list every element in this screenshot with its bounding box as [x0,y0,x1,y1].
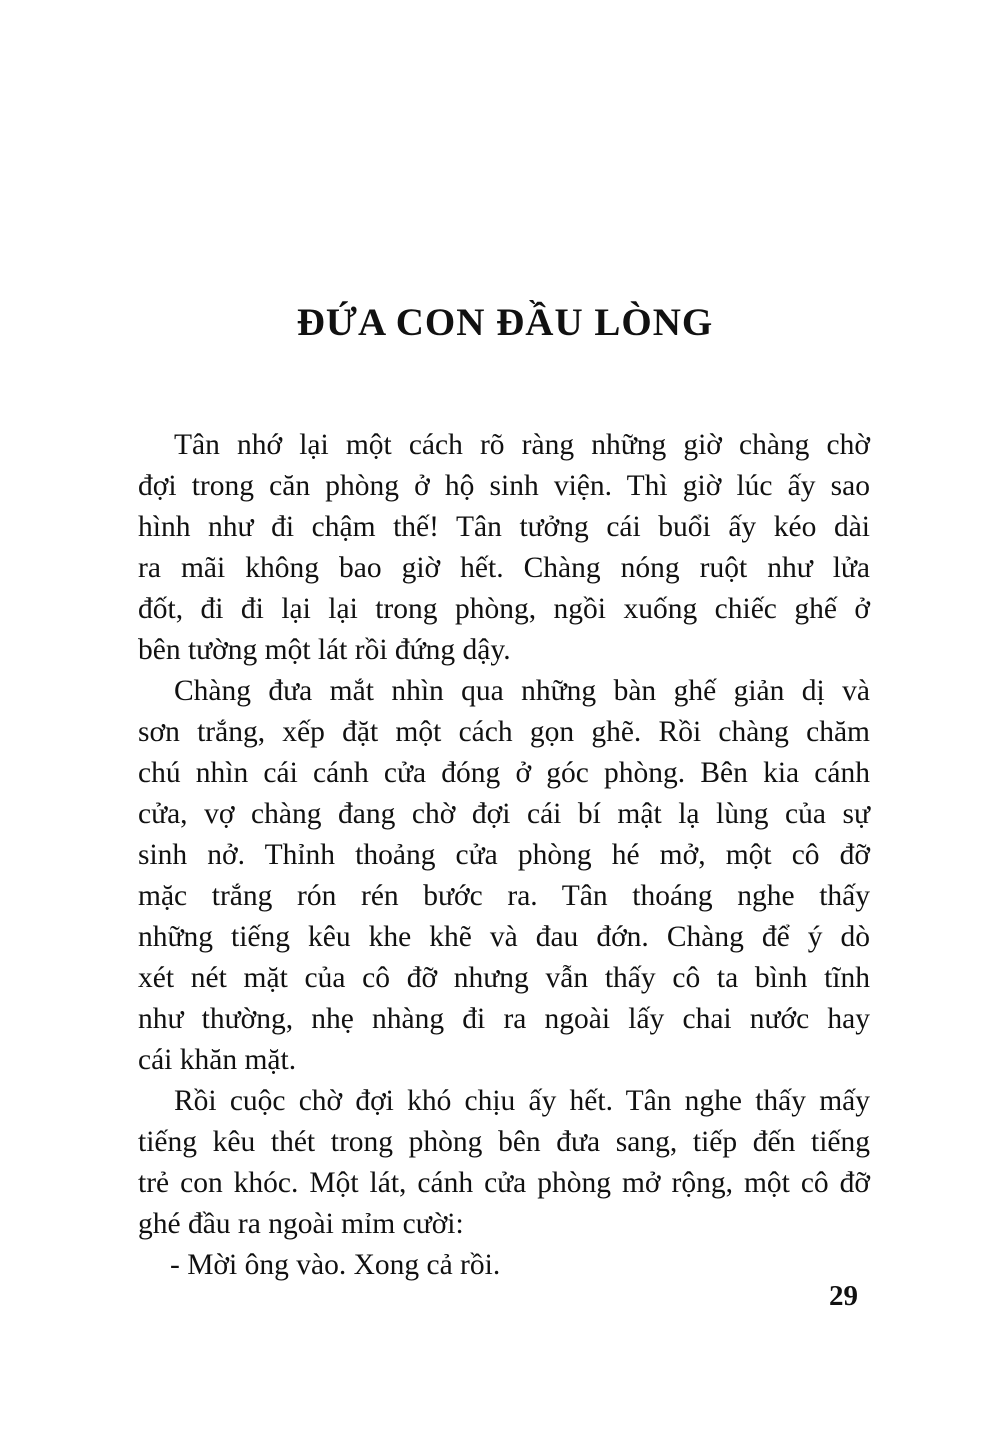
text-line: trẻ con khóc. Một lát, cánh cửa phòng mở rộng, một cô đỡ [138,1167,870,1199]
text-line: sinh nở. Thỉnh thoảng cửa phòng hé mở, một cô đỡ [138,839,870,871]
text-line: ra mãi không bao giờ hết. Chàng nóng ruột như lửa [138,552,870,584]
text-line: những tiếng kêu khe khẽ và đau đớn. Chàng để ý dò [138,921,870,953]
text-line: chú nhìn cái cánh cửa đóng ở góc phòng. Bên kia cánh [138,757,870,789]
text-line: xét nét mặt của cô đỡ nhưng vẫn thấy cô ta bình tĩnh [138,962,870,994]
text-line: Rồi cuộc chờ đợi khó chịu ấy hết. Tân nghe thấy mấy [174,1085,870,1117]
text-line: cửa, vợ chàng đang chờ đợi cái bí mật lạ lùng của sự [138,798,870,830]
text-line: tiếng kêu thét trong phòng bên đưa sang, tiếp đến tiếng [138,1126,870,1158]
text-line: cái khăn mặt. [138,1044,297,1076]
dialogue-line: - Mời ông vào. Xong cả rồi. [170,1249,501,1281]
text-line: sơn trắng, xếp đặt một cách gọn ghẽ. Rồi chàng chăm [138,716,870,748]
body-text [138,425,870,1286]
paragraph-3 [138,1081,870,1245]
text-line: như thường, nhẹ nhàng đi ra ngoài lấy chai nước hay [138,1003,870,1035]
paragraph-2 [138,671,870,1081]
text-line: ghé đầu ra ngoài mỉm cười: [138,1208,464,1240]
text-line: Chàng đưa mắt nhìn qua những bàn ghế giản dị và [174,675,870,707]
text-line: Tân nhớ lại một cách rõ ràng những giờ chàng chờ [174,429,870,461]
text-line: hình như đi chậm thế! Tân tưởng cái buổi ấy kéo dài [138,511,870,543]
page-number: 29 [829,1280,858,1312]
paragraph-1 [138,425,870,671]
text-line: đốt, đi đi lại lại trong phòng, ngồi xuống chiếc ghế ở [138,593,870,625]
text-line: đợi trong căn phòng ở hộ sinh viện. Thì giờ lúc ấy sao [138,470,870,502]
chapter-title: ĐỨA CON ĐẦU LÒNG [296,301,714,344]
text-line: mặc trắng rón rén bước ra. Tân thoáng nghe thấy [138,880,870,912]
text-line: bên tường một lát rồi đứng dậy. [138,634,511,666]
